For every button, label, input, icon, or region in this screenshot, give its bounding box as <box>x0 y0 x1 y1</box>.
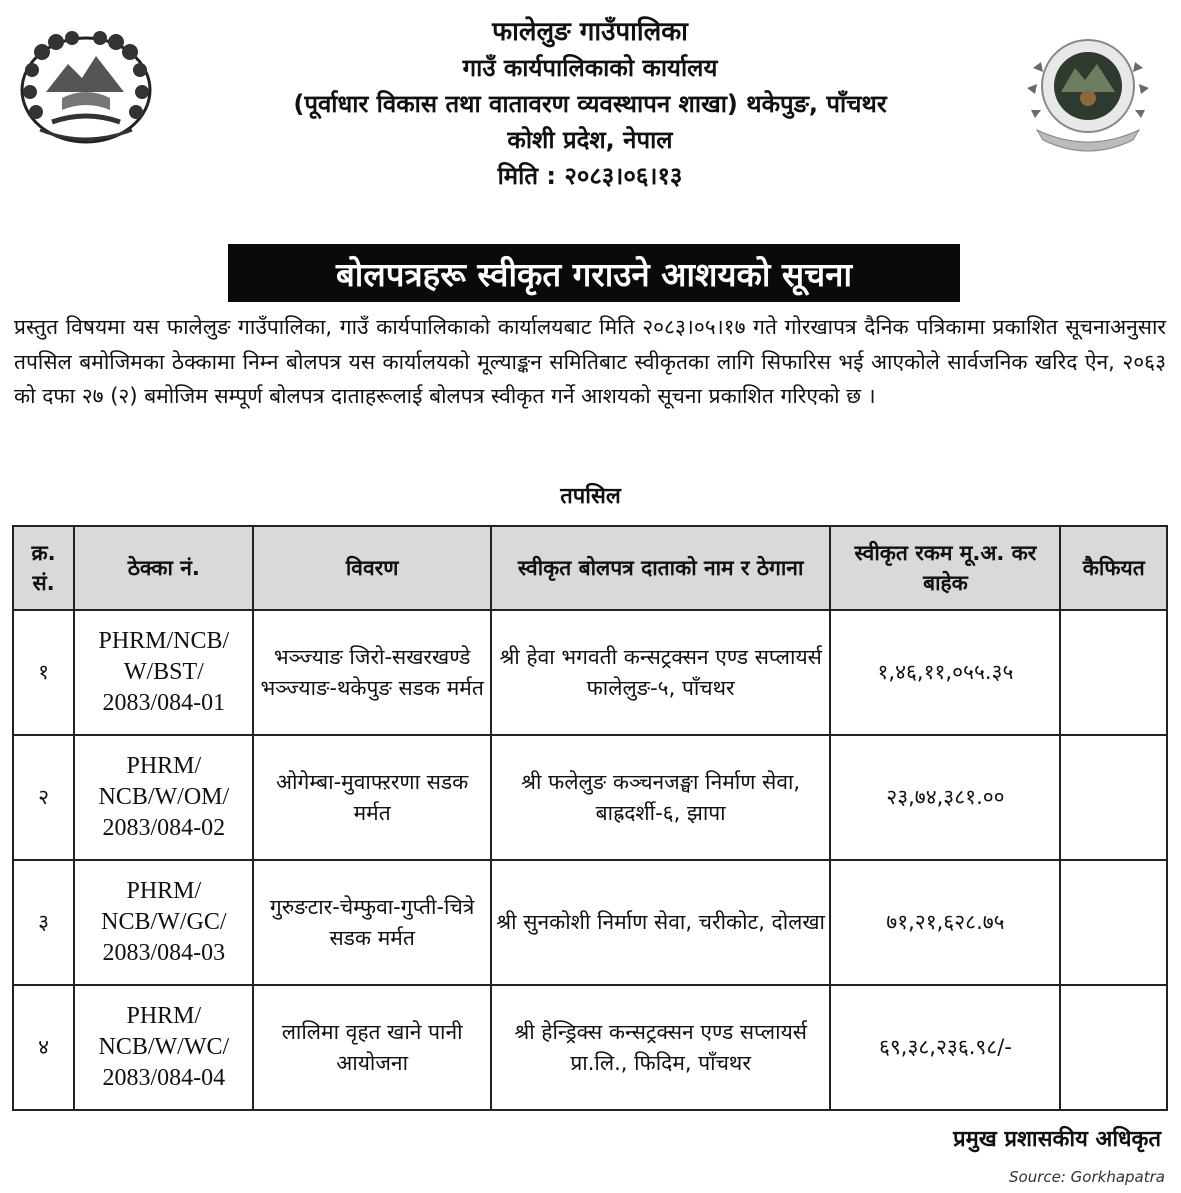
office-header <box>180 14 1000 194</box>
cell-contract-number: PHRM/ NCB/W/GC/ 2083/084-03 <box>74 860 253 985</box>
source-credit: Source: Gorkhapatra <box>1009 1168 1165 1186</box>
table-row <box>13 860 1167 985</box>
municipality-logo-icon <box>1013 28 1163 154</box>
table-row <box>13 985 1167 1110</box>
cell-serial-number: १ <box>13 610 74 735</box>
cell-remarks <box>1060 610 1167 735</box>
cell-remarks <box>1060 985 1167 1110</box>
signature-title: प्रमुख प्रशासकीय अधिकृत <box>953 1127 1161 1152</box>
header-remarks: कैफियत <box>1060 526 1167 610</box>
cell-description: ओगेम्बा-मुवाफ्ऱरणा सडक मर्मत <box>253 735 490 860</box>
cell-description: गुरुङटार-चेम्फुवा-गुप्ती-चित्रे सडक मर्मत <box>253 860 490 985</box>
cell-description: भञ्ज्याङ जिरो-सखरखण्डे भञ्ज्याङ-थकेपुङ सडक मर्मत <box>253 610 490 735</box>
municipality-name: फालेलुङ गाउँपालिका <box>492 17 688 47</box>
province-country: कोशी प्रदेश, नेपाल <box>507 126 673 154</box>
header-description: विवरण <box>253 526 490 610</box>
cell-serial-number: ३ <box>13 860 74 985</box>
branch-address: (पूर्वाधार विकास तथा वातावरण व्यवस्थापन शाखा) थकेपुङ, पाँचथर <box>293 90 887 118</box>
cell-bidder: श्री सुनकोशी निर्माण सेवा, चरीकोट, दोलखा <box>491 860 831 985</box>
notice-date: मिति : २०८३।०६।१३ <box>497 162 683 190</box>
header-bidder: स्वीकृत बोलपत्र दाताको नाम र ठेगाना <box>491 526 831 610</box>
cell-amount: १,४६,११,०५५.३५ <box>830 610 1060 735</box>
notice-body: प्रस्तुत विषयमा यस फालेलुङ गाउँपालिका, गाउँ कार्यपालिकाको कार्यालयबाट मिति २०८३।०५।१७ गते गोरखापत्र दैनिक पत्रिकामा प्रकाशित सूचनाअनुसार तपसिल बमोजिमका ठेक्कामा निम्न बोलपत्र यस कार्यालयको मूल्याङ्कन समितिबाट स्वीकृतका लागि सिफारिस भई आएकोले सार्वजनिक खरिद ऐन, २०६३ को दफा २७ (२) बमोजिम सम्पूर्ण बोलपत्र दाताहरूलाई बोलपत्र स्वीकृत गर्ने आशयको सूचना प्रकाशित गरिएको छ । <box>14 315 1166 408</box>
cell-remarks <box>1060 860 1167 985</box>
office-name: गाउँ कार्यपालिकाको कार्यालय <box>462 54 718 82</box>
cell-contract-number: PHRM/ NCB/W/WC/ 2083/084-04 <box>74 985 253 1110</box>
header-contract-number: ठेक्का नं. <box>74 526 253 610</box>
cell-bidder: श्री हेन्ड्रिक्स कन्सट्रक्सन एण्ड सप्लायर्स प्रा.लि., फिदिम, पाँचथर <box>491 985 831 1110</box>
cell-contract-number: PHRM/ NCB/W/OM/ 2083/084-02 <box>74 735 253 860</box>
notice-title: बोलपत्रहरू स्वीकृत गराउने आशयको सूचना <box>228 244 960 302</box>
cell-bidder: श्री फलेलुङ कञ्चनजङ्घा निर्माण सेवा, बाह्रदर्शी-६, झापा <box>491 735 831 860</box>
table-row <box>13 735 1167 860</box>
cell-serial-number: ४ <box>13 985 74 1110</box>
cell-amount: ६९,३८,२३६.९८/- <box>830 985 1060 1110</box>
nepal-emblem-icon <box>12 26 160 150</box>
header-serial-number: क्र. सं. <box>13 526 74 610</box>
cell-amount: ७१,२१,६२८.७५ <box>830 860 1060 985</box>
cell-contract-number: PHRM/NCB/ W/BST/ 2083/084-01 <box>74 610 253 735</box>
header-amount: स्वीकृत रकम मू.अ. कर बाहेक <box>830 526 1060 610</box>
table-header-row <box>13 526 1167 610</box>
cell-remarks <box>1060 735 1167 860</box>
cell-serial-number: २ <box>13 735 74 860</box>
cell-amount: २३,७४,३८१.०० <box>830 735 1060 860</box>
cell-bidder: श्री हेवा भगवती कन्सट्रक्सन एण्ड सप्लायर्स फालेलुङ-५, पाँचथर <box>491 610 831 735</box>
tender-table <box>12 525 1168 1111</box>
table-row <box>13 610 1167 735</box>
cell-description: लालिमा वृहत खाने पानी आयोजना <box>253 985 490 1110</box>
table-caption: तपसिल <box>560 484 621 509</box>
